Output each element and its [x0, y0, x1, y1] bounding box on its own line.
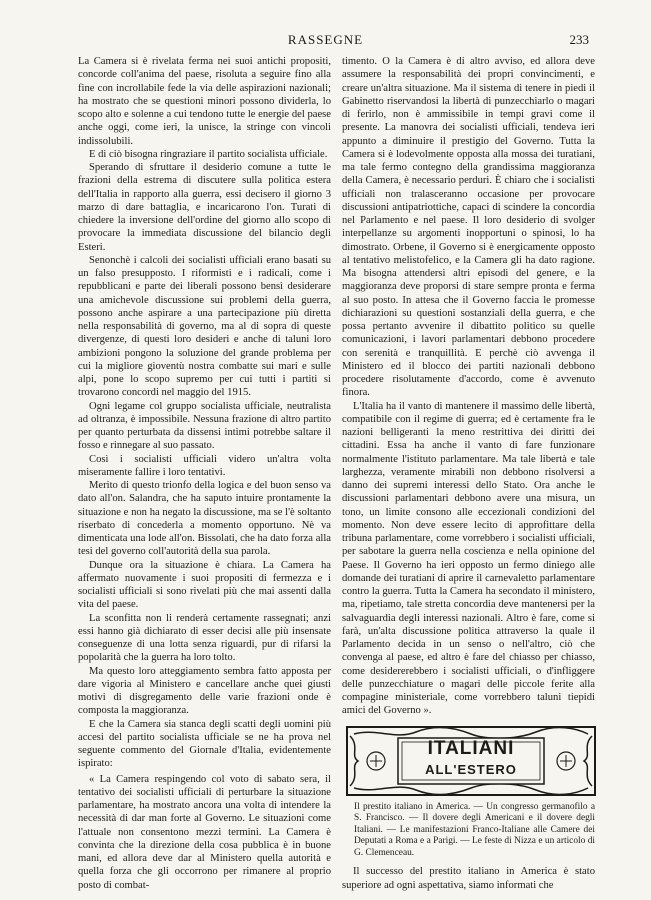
right-column	[342, 55, 595, 892]
paragraph: Sperando di sfruttare il desiderio comune a tutte le frazioni della estrema di discutere sulla politica estera dell'Italia in rapporto alla guerra, essi decisero il giorno 3 marzo di dare battaglia, e incaricarono l'on. Turati di chiedere la inversione dell'ordine del giorno allo scopo di provocare la immediata discussione del bilancio degli Esteri.	[78, 162, 331, 253]
banner-subtitle: ALL'ESTERO	[425, 761, 517, 777]
paragraph: Ma questo loro atteggiamento sembra fatto apposta per dare vigoria al Ministero e cancellare anche quei giusti motivi di disgregamento delle varie frazioni onde è composta la maggioranza.	[78, 665, 331, 717]
paragraph: La sconfitta non li renderà certamente rassegnati; anzi essi hanno già dichiarato di esser decisi alle più insensate conseguenze di una lotta senza riguardi, pur di rifarsi la popolarità che la guerra ha loro tolto.	[78, 612, 331, 664]
paragraph: Ogni legame col gruppo socialista ufficiale, neutralista ad oltranza, è impossibile. Nessuna frazione di altro partito per quanto perturbata da dissensi intimi potrebbe saltare il fosso e rinnegare al suo passato.	[78, 400, 331, 452]
paragraph: Merito di questo trionfo della logica e del buon senso va dato all'on. Salandra, che ha saputo intuire prontamente la situazione e non ha negato la discussione, ma se l'è soltanto riserbato di concederla a momento opportuno. Nè va dimenticata una lode all'on. Bissolati, che ha dato forza alla tesi del governo coll'autorità della sua parola.	[78, 480, 331, 558]
section-banner	[346, 726, 596, 796]
paragraph: Così i socialisti ufficiali videro un'altra volta miseramente fallire i loro tentativi.	[78, 453, 331, 478]
page-header	[0, 32, 651, 50]
section-title: RASSEGNE	[287, 32, 364, 47]
paragraph: Dunque ora la situazione è chiara. La Camera ha affermato nuovamente i suoi propositi di fermezza e i socialisti ufficiali si sono rivelati più che mai assenti dalla vita del paese.	[78, 559, 331, 611]
paragraph: Il successo del prestito italiano in America è stato superiore ad ogni aspettativa, siamo informati che	[342, 866, 595, 891]
quoted-commentary: « La Camera respingendo col voto di sabato sera, il tentativo dei socialisti ufficiali di perturbare la situazione parlamentare, ha mostrato ancora una volta di intendere la necessità di dar man forte al Governo. Le situazioni come l'attuale non consentono mezzi termini. La Camera è convinta che la direzione della cosa pubblica è in buone mani, ed allora deve dar al Ministero quella autorità e quella forza che gli occorrono per rimanere al proprio posto di combat-	[78, 773, 331, 891]
left-column	[78, 55, 331, 892]
quote-continuation: timento. O la Camera è di altro avviso, ed allora deve assumere la responsabilità dei propri convincimenti, e creare un'altra situazione. Ma il sistema di tenere in piedi il Gabinetto riservandosi la libertà di punzecchiarlo o magari di ferirlo, non è ammissibile in tempi gravi come il presente. La manovra dei socialisti ufficiali, tendeva ieri appunto a diminuire il prestigio del Governo. Tutta la Camera si è lodevolmente opposta alla mossa dei turatiani, ma tale fermo contegno della grandissima maggioranza della Camera, è necessario perduri. È chiaro che i socialisti ufficiali non tralasceranno occasione per provocare discussioni antipatriottiche, capaci di scindere la concordia nel Parlamento e nel paese. Il loro desiderio di svolger interpellanze su argomenti inopportuni o spinosi, lo ha dimostrato. Orbene, il Governo si è energicamente opposto al tentativo melistofelico, e la Camera gli ha dato ragione. Ma bisogna attendersi altri episodi del genere, e la maggioranza deve proporsi di stare sempre pronta e ferma al suo posto. In attesa che il Governo faccia le promesse dichiarazioni su questioni sostanziali della guerra, e che possa pertanto avvenire il dibattito politico su quelle comunicazioni, i lavori parlamentari debbono procedere con serenità e tranquillità. E perchè ciò avvenga il Ministero ed il blocco dei partiti nazionali debbono procedere risolutamente d'accordo, come è avvenuto finora.	[342, 56, 595, 399]
ornament-frame-icon	[346, 726, 596, 796]
section-summary: Il prestito italiano in America. — Un congresso germanofilo a S. Francisco. — Il dovere degli Americani e il dovere degli Italiani. — Le manifestazioni Franco-Italiane alle Camere dei Deputati a Roma e a Parigi. — Le feste di Nizza e un articolo di G. Clemenceau.	[354, 801, 595, 858]
paragraph: E di ciò bisogna ringraziare il partito socialista ufficiale.	[89, 148, 328, 160]
paragraph: Senonchè i calcoli dei socialisti ufficiali erano basati su un falso presupposto. I riformisti e i radicali, come i repubblicani e parte dei liberali possono bensì desiderare una amichevole discussione sui problemi della guerra, possono anche aspirare a una partecipazione più diretta nella responsabilità di governo, ma al di sopra di queste divergenze, di questi loro desideri e anche di taluni loro ambizioni pongono la soluzione del grande problema per cui la migliore gioventù nostra combatte sui mari e sulle alpi, pone lo scopo supremo per cui tutti i partiti si trovarono concordi nel maggio del 1915.	[78, 254, 331, 399]
paragraph: E che la Camera sia stanca degli scatti degli uomini più accesi del partito socialista ufficiale se ne ha prova nel seguente commento del Giornale d'Italia, evidentemente ispirato:	[78, 718, 331, 770]
page-number: 233	[569, 32, 589, 47]
paragraph: La Camera si è rivelata ferma nei suoi antichi propositi, concorde coll'anima del paese, risoluta a seguire fino alla fine con incrollabile fede la via delle aspirazioni nazionali; ha mostrato che se questioni minori possono dividerla, lo scopo alto e solenne a cui tendono tutte le energie del paese anche oggi, come ieri, la unisce, la stringe con vincoli indissolubili.	[78, 56, 331, 147]
banner-title: ITALIANI	[427, 737, 515, 759]
paragraph: L'Italia ha il vanto di mantenere il massimo delle libertà, compatibile con il regime di guerra; ed è certamente fra le nazioni belligeranti la meno restrittiva dei diritti dei cittadini. Essa ha anche il vanto di fare funzionare normalmente l'istituto parlamentare. Ma tale libertà e tale larghezza, veramente mirabili non debbono risolversi a danno dei supremi interessi dello Stato. Ora anche le discussioni parlamentari debbono avere una misura, un tono, un limite consono alle eccezionali condizioni del momento. Non deve essere lecito di approfittare della tribuna parlamentare, come vorrebbero i socialisti ufficiali, per sabotare la guerra nella coscienza e nella opinione del Paese. Il Governo ha ieri opposto un fermo diniego alle domande dei turatiani di aprire il carnevaletto parlamentare contro la guerra. Tutta la Camera ha secondato il ministero, ma, ripetiamo, tale stretta concordia deve mantenersi per la salvaguardia degli interessi nazionali. Altro è fare, come si farà, un'alta discussione politica attraverso la quale il Parlamento decida in un senso o nell'altro, ciò che convenga al paese, ed altro è fare del chiasso per chiasso, come desidererebbero i socialisti ufficiali, o d'infliggere delle punzecchiature o magari delle piccole ferite alla compagine ministeriale, come vorrebbero taluni tiepidi amici del Governo ».	[342, 400, 595, 717]
